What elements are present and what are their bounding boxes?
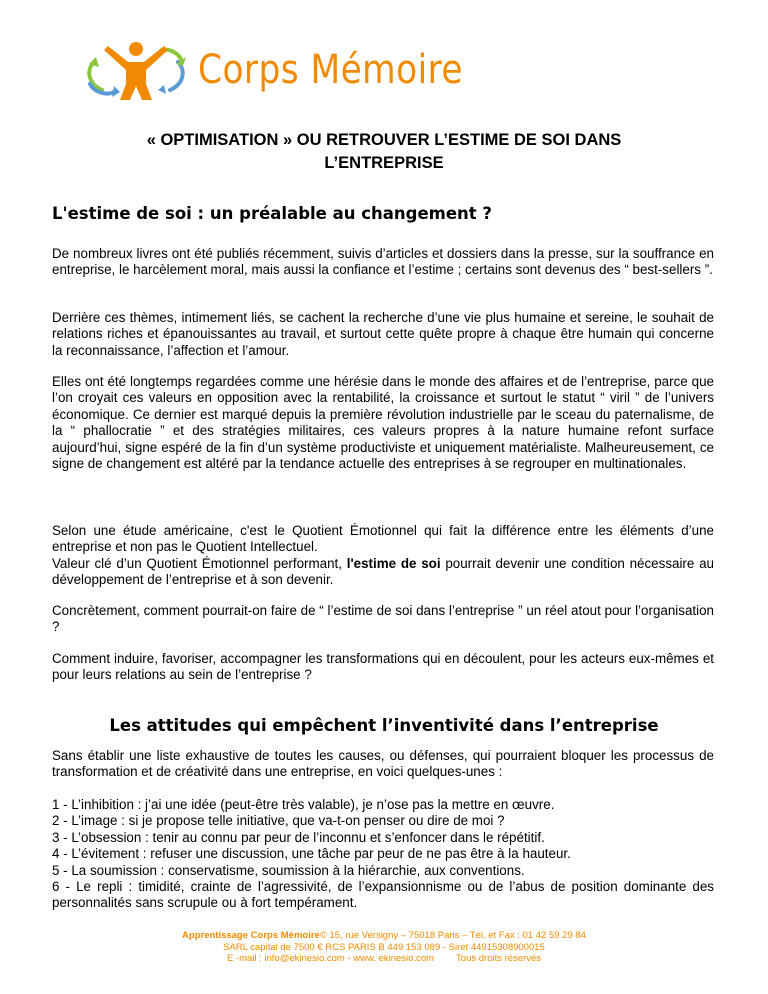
list-item: 4 - L’évitement : refuser une discussion, une tâche par peur de ne pas être à la hauteur.	[52, 846, 571, 862]
list-item: 5 - La soumission : conservatisme, soumission à la hiérarchie, aux conventions.	[52, 862, 525, 878]
figure-logo-icon	[80, 40, 192, 100]
list-item: 3 - L’obsession : tenir au connu par peur de l’inconnu et s’enfoncer dans le répétitif.	[52, 829, 545, 845]
title-line-1: « OPTIMISATION » OU RETROUVER L’ESTIME DE SOI DANS	[146, 131, 622, 149]
paragraph-2: Derrière ces thèmes, intimement liés, se cachent la recherche d’une vie plus humaine et sereine, le souhait de relations riches et épanouissantes au travail, et surtout cette quête propre à chaque être humain qui concerne la reconnaissance, l’affection et l’amour.	[52, 310, 714, 358]
footer-line-2: SARL capital de 7500 € RCS PARIS B 449 153 089 - Siret 44915308900015	[223, 941, 545, 953]
p4-bold-term: l'estime de soi	[346, 555, 441, 571]
footer-line-3	[0, 953, 768, 965]
paragraph-1: De nombreux livres ont été publiés récemment, suivis d’articles et dossiers dans la presse, sur la souffrance en entreprise, le harcèlement moral, mais aussi la confiance et l’estime ; certains sont devenus des “ best-sellers ”.	[52, 246, 714, 278]
footer-line-1	[0, 930, 768, 942]
title-line-2: L’ENTREPRISE	[324, 154, 444, 172]
paragraph-4	[52, 523, 714, 589]
list-item: 2 - L’image : si je propose telle initiative, que va-t-on penser ou dire de moi ?	[52, 813, 505, 829]
list-item: 1 - L’inhibition : j’ai une idée (peut-être très valable), je n’ose pas la mettre en œuvre.	[52, 797, 555, 812]
section1-heading: L'estime de soi : un préalable au changement ?	[52, 204, 492, 223]
paragraph-4-line-2	[52, 556, 714, 589]
attitudes-list	[52, 797, 714, 912]
paragraph-4-line-1: Selon une étude américaine, c'est le Quotient Émotionnel qui fait la différence entre les éléments d’une entreprise et non pas le Quotient Intellectuel.	[52, 523, 714, 555]
section2-intro: Sans établir une liste exhaustive de toutes les causes, ou défenses, qui pourraient bloquer les processus de transformation et de créativité dans une entreprise, en voici quelques-unes :	[52, 748, 714, 780]
p4-text-after: pourrait devenir une condition nécessaire au développement de l’entreprise et à son devenir.	[52, 555, 714, 588]
footer-company: Apprentissage Corps Mémoire	[182, 930, 320, 941]
list-item: 6 - Le repli : timidité, crainte de l’agressivité, de l’expansionnisme ou de l’abus de position dominante des personnalités sans scrupule ou à fort tempérament.	[52, 879, 714, 911]
logo-text: Corps Mémoire	[198, 47, 464, 93]
paragraph-5: Concrètement, comment pourrait-on faire de “ l’estime de soi dans l’entreprise ” un réel atout pour l’organisation ?	[52, 603, 714, 635]
section2-heading: Les attitudes qui empêchent l’inventivité dans l’entreprise	[109, 716, 659, 735]
document-title	[60, 129, 708, 175]
p4-text-before: Valeur clé d’un Quotient Émotionnel performant,	[52, 555, 347, 571]
footer-rights: Tous droits réservés	[456, 953, 542, 964]
page-footer	[0, 930, 768, 965]
footer-contact: E -mail : info@ekinesio.com - www. ekinesio.com	[226, 953, 435, 964]
footer-address: © 15, rue Versigny – 75018 Paris – Tél. et Fax : 01 42 59 29 84	[319, 930, 586, 941]
corps-memoire-logo	[80, 40, 506, 100]
paragraph-3: Elles ont été longtemps regardées comme une hérésie dans le monde des affaires et de l’entreprise, parce que l’on croyait ces valeurs en opposition avec la rentabilité, la croissance et surtout le statut “ viril ” de l’univers économique. Ce dernier est marqué depuis la première révolution industrielle par le sceau du paternalisme, de la “ phallocratie ” et des stratégies militaires, ces valeurs propres à la nature humaine refont surface aujourd’hui, signe espéré de la fin d’un système productiviste et uniquement matérialiste. Malheureusement, ce signe de changement est altéré par la tendance actuelle des entreprises à se regrouper en multinationales.	[52, 374, 714, 472]
paragraph-6: Comment induire, favoriser, accompagner les transformations qui en découlent, pour les acteurs eux-mêmes et pour leurs relations au sein de l’entreprise ?	[52, 651, 714, 683]
